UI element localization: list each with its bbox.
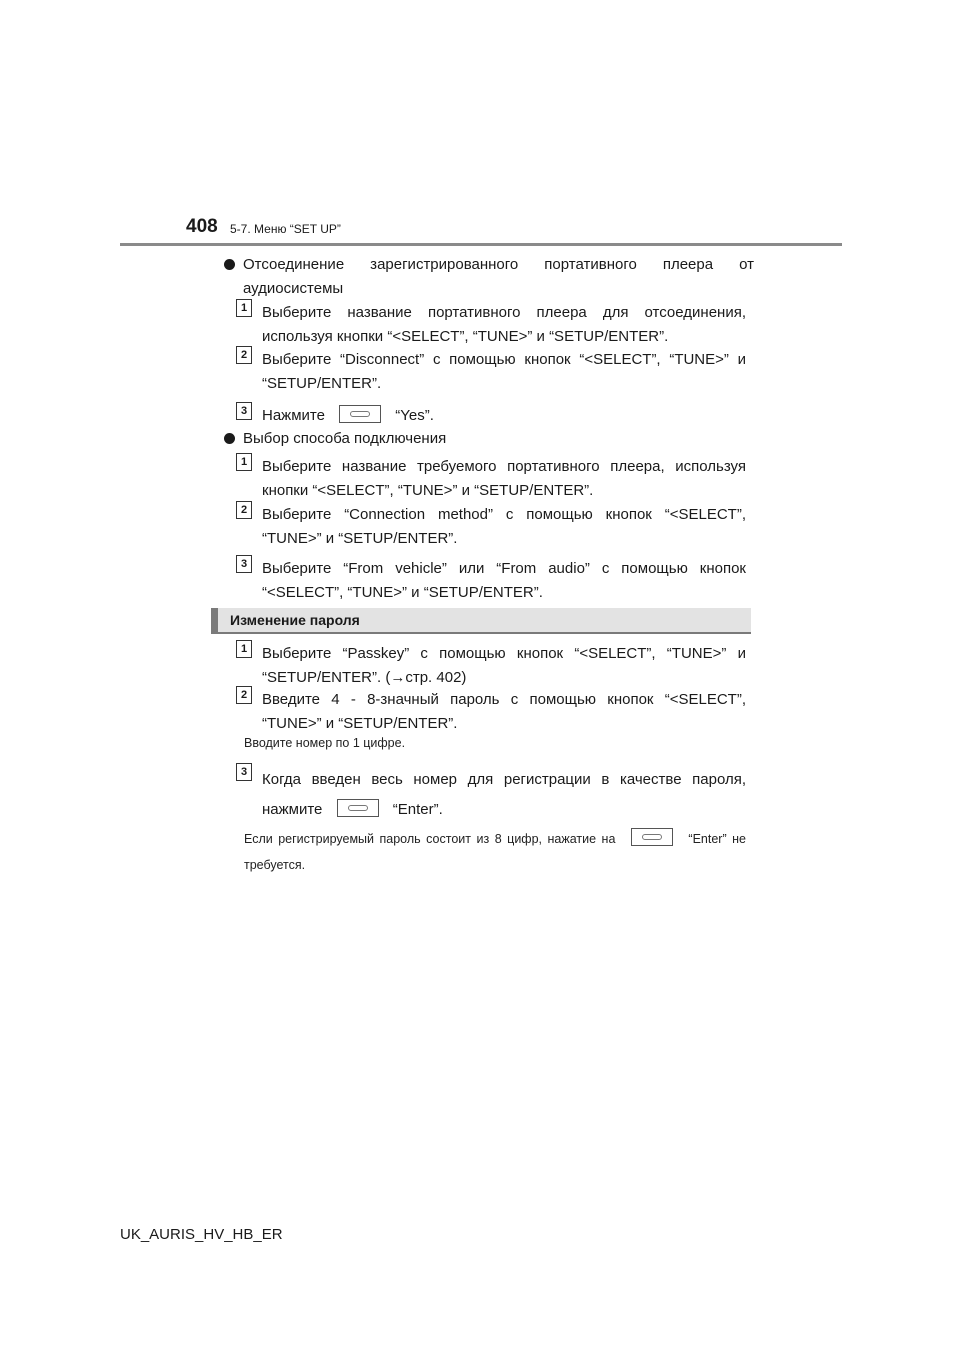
step-text-before: Когда введен весь номер для регистрации в качестве пароля, нажмите	[262, 771, 746, 818]
section-header-password	[211, 608, 751, 634]
step-number: 1	[236, 453, 252, 471]
bullet-dot-icon	[224, 433, 235, 444]
step-text-after: “Enter”.	[392, 801, 443, 818]
header-rule	[120, 243, 842, 246]
bullet-heading: Выбор способа подключения	[243, 430, 447, 447]
section-title: Изменение пароля	[230, 612, 360, 628]
note-digit-entry: Вводите номер по 1 цифре.	[244, 736, 406, 750]
step-number: 2	[236, 346, 252, 364]
step-text: Выберите название портативного плеера для отсоединения, используя кнопки “<SELECT”, “TUNE>” и “SETUP/ENTER”.	[262, 304, 746, 345]
step-text: Выберите “From vehicle” или “From audio” с помощью кнопок “<SELECT”, “TUNE>” и “SETUP/ENTER”.	[262, 560, 746, 601]
bullet-disconnect	[224, 253, 754, 301]
page-link[interactable]: стр. 402)	[405, 669, 467, 686]
step-text-after: “Yes”.	[395, 407, 434, 424]
display-key-icon	[337, 799, 379, 817]
step-number: 1	[236, 640, 252, 658]
section-reference: 5-7. Меню “SET UP”	[230, 222, 341, 236]
step-number: 1	[236, 299, 252, 317]
bullet-connection-method	[224, 427, 754, 451]
step-number: 3	[236, 763, 252, 781]
bullet-dot-icon	[224, 259, 235, 270]
arrow-glyph: →	[390, 669, 406, 686]
step-text	[262, 404, 746, 428]
step-text: Выберите “Connection method” с помощью кнопок “<SELECT”, “TUNE>” и “SETUP/ENTER”.	[262, 506, 746, 547]
note-text-after: “Enter” не требуется.	[244, 832, 746, 872]
step-number: 2	[236, 501, 252, 519]
display-key-icon	[631, 828, 673, 846]
note-eight-digits	[244, 826, 746, 878]
step-number: 3	[236, 555, 252, 573]
step-text-before: Нажмите	[262, 407, 325, 424]
note-text-before: Если регистрируемый пароль состоит из 8 цифр, нажатие на	[244, 832, 616, 846]
step-text: Выберите “Disconnect” с помощью кнопок “<SELECT”, “TUNE>” и “SETUP/ENTER”.	[262, 351, 746, 392]
step-text: Введите 4 - 8-значный пароль с помощью кнопок “<SELECT”, “TUNE>” и “SETUP/ENTER”.	[262, 691, 746, 732]
step-text	[262, 765, 746, 825]
step-text	[262, 642, 746, 690]
step-number: 3	[236, 402, 252, 420]
step-number: 2	[236, 686, 252, 704]
bullet-heading: Отсоединение зарегистрированного портативного плеера от аудиосистемы	[243, 256, 754, 297]
page-number: 408	[186, 216, 218, 237]
display-key-icon	[339, 405, 381, 423]
footer-document-code: UK_AURIS_HV_HB_ER	[120, 1226, 283, 1243]
step-text-main: Выберите “Passkey” с помощью кнопок “<SELECT”, “TUNE>” и “SETUP/ENTER”. (	[262, 645, 746, 686]
step-text: Выберите название требуемого портативного плеера, используя кнопки “<SELECT”, “TUNE>” и “SETUP/ENTER”.	[262, 458, 746, 499]
